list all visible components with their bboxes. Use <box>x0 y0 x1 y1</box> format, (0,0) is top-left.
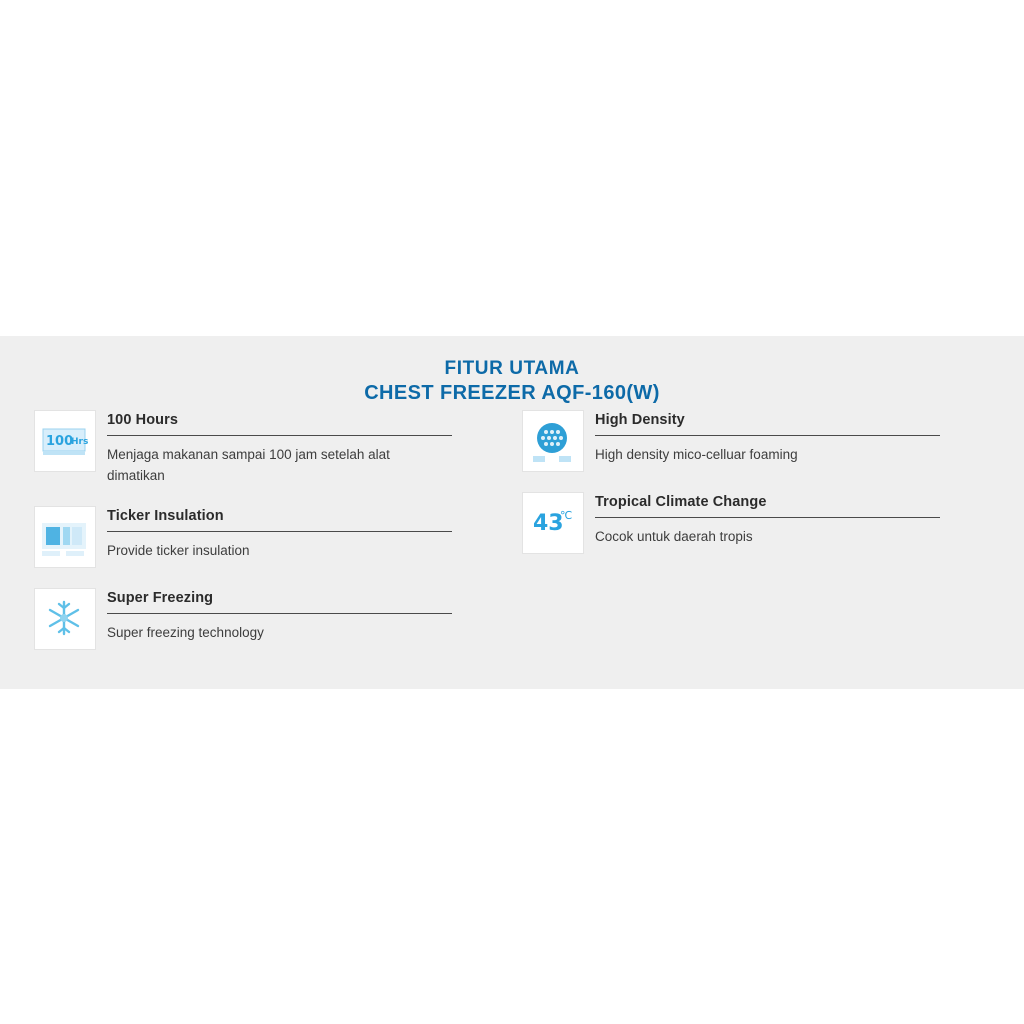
feature-title: Tropical Climate Change <box>595 494 940 518</box>
feature-description: High density mico-celluar foaming <box>595 447 798 462</box>
panel-title <box>0 336 1024 406</box>
panel-title-line-2: CHEST FREEZER AQF-160(W) <box>364 382 660 404</box>
100-hours-icon <box>34 410 96 472</box>
feature-title: 100 Hours <box>107 412 452 436</box>
honeycomb-foam-icon <box>522 410 584 472</box>
feature-text <box>107 410 452 486</box>
feature-description: Cocok untuk daerah tropis <box>595 529 753 544</box>
insulation-panel-icon <box>34 506 96 568</box>
svg-text:℃: ℃ <box>560 509 573 522</box>
feature-text <box>595 492 940 547</box>
svg-text:100: 100 <box>46 434 74 449</box>
feature-text <box>107 588 452 643</box>
features-column-left <box>0 410 490 670</box>
panel-title-line-1: FITUR UTAMA <box>444 358 580 379</box>
feature-description: Menjaga makanan sampai 100 jam setelah alat dimatikan <box>107 447 390 483</box>
svg-text:43: 43 <box>533 511 564 536</box>
feature-item <box>34 410 490 486</box>
feature-description: Provide ticker insulation <box>107 543 250 558</box>
feature-item <box>522 492 980 554</box>
feature-description: Super freezing technology <box>107 625 264 640</box>
features-panel <box>0 336 1024 689</box>
feature-title: Ticker Insulation <box>107 508 452 532</box>
feature-item <box>522 410 980 472</box>
features-column-right <box>490 410 980 670</box>
feature-text <box>595 410 940 465</box>
feature-item <box>34 506 490 568</box>
snowflake-icon <box>34 588 96 650</box>
feature-item <box>34 588 490 650</box>
svg-text:Hrs: Hrs <box>71 437 89 447</box>
feature-text <box>107 506 452 561</box>
features-grid <box>0 410 1024 670</box>
feature-title: High Density <box>595 412 940 436</box>
feature-title: Super Freezing <box>107 590 452 614</box>
temperature-43c-icon <box>522 492 584 554</box>
